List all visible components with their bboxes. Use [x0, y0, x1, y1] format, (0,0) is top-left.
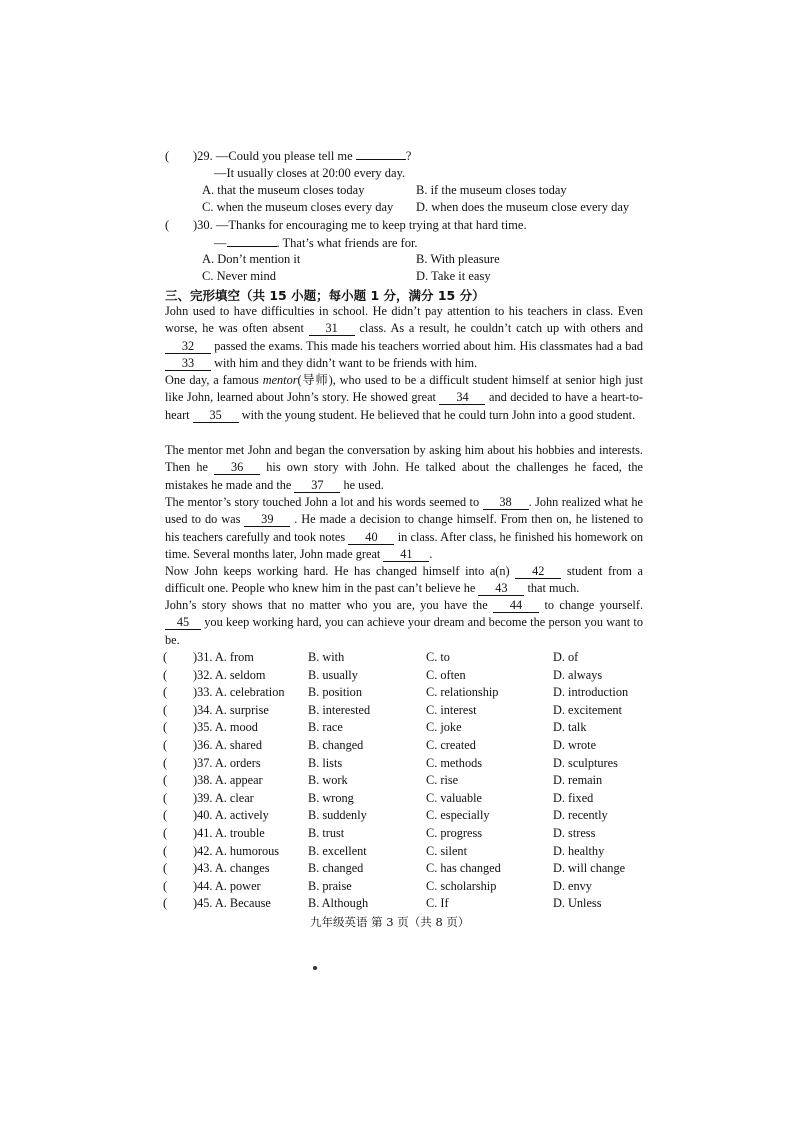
option-b: B. work — [308, 773, 348, 788]
option-b: B. excellent — [308, 843, 367, 858]
option-c: C. If — [426, 896, 449, 911]
option-row — [163, 720, 643, 738]
option-b: B. race — [308, 720, 343, 735]
question-stem: )29. —Could you please tell me — [193, 149, 353, 163]
option-a: )34. A. surprise — [193, 702, 269, 717]
option-a: )38. A. appear — [193, 773, 263, 788]
option-row — [163, 738, 643, 756]
option-a: )36. A. shared — [193, 738, 262, 752]
passage-paragraph-3: The mentor met John and began the conversation by asking him about his hobbies and interests. Then he 36 his own story with John. He talked about the challenges he faced, the mistakes he made and the 37 he used. — [165, 443, 644, 492]
option-c: C. has changed — [426, 861, 501, 876]
option-a: )41. A. trouble — [193, 826, 265, 840]
section-title: 三、完形填空（共 15 小题；每小题 1 分，满分 15 分） — [165, 288, 485, 303]
option-b: B. wrong — [308, 790, 354, 805]
option-c: C. valuable — [426, 790, 483, 805]
option-a: )33. A. celebration — [193, 685, 285, 700]
option-b: B. With pleasure — [416, 252, 500, 266]
passage-paragraph-1: John used to have difficulties in school. He didn’t pay attention to his teachers in class. Even worse, he was often absent 31 class. As a result, he couldn’t catch up with others and 32 passed the exams. This made his teachers worried about him. His classmates had a bad 33 with him and they didn’t want to be friends with him. — [165, 304, 644, 370]
option-b: B. Although — [308, 896, 369, 911]
option-a: )35. A. mood — [193, 720, 258, 735]
answer-paren: ( — [163, 650, 168, 664]
option-row — [163, 668, 643, 686]
option-a: A. that the museum closes today — [202, 183, 365, 197]
option-c: C. often — [426, 667, 466, 682]
answer-paren: ( — [163, 667, 168, 682]
option-d: D. healthy — [553, 843, 605, 858]
blank-43: 43 — [478, 582, 524, 596]
option-c: C. created — [426, 738, 476, 752]
passage-paragraph-2: One day, a famous mentor(导师), who used to be a difficult student himself at senior high just like John, learned about John’s story. He showed great 34 and decided to have a heart-to-heart 35 with the young student. He believed that he could turn John into a good student. — [165, 373, 644, 422]
answer-paren: ( — [163, 896, 168, 911]
option-d: D. will change — [553, 861, 626, 876]
answer-paren: ( — [163, 878, 168, 893]
option-d: D. of — [553, 650, 579, 664]
option-row — [163, 861, 643, 879]
answer-paren: ( — [163, 843, 168, 858]
dialogue-reply: — . That’s what friends are for. — [214, 236, 418, 250]
option-b: B. with — [308, 650, 345, 664]
passage-paragraph-4: The mentor’s story touched John a lot and his words seemed to 38 . John realized what he used to do was 39 . He made a decision to change himself. From then on, he listened to his teachers carefully and took notes 40 in class. After class, he finished his homework on time. Several months later, John made great 41 . — [165, 495, 644, 561]
blank-40: 40 — [348, 531, 394, 545]
option-row — [163, 773, 643, 791]
option-c: C. interest — [426, 702, 477, 717]
option-d: D. Unless — [553, 896, 602, 911]
answer-paren: ( — [163, 826, 168, 840]
option-a: A. Don’t mention it — [202, 252, 301, 266]
answer-paren: ( — [163, 808, 168, 823]
option-row — [163, 808, 643, 826]
question-stem: )30. —Thanks for encouraging me to keep trying at that hard time. — [193, 218, 527, 232]
option-a: )39. A. clear — [193, 790, 254, 805]
answer-paren: ( — [163, 702, 168, 717]
dialogue-reply: —It usually closes at 20:00 every day. — [214, 166, 406, 180]
blank-45: 45 — [165, 616, 201, 630]
option-d: D. always — [553, 667, 603, 682]
option-a: )42. A. humorous — [193, 843, 280, 858]
option-b: B. usually — [308, 667, 358, 682]
option-a: )44. A. power — [193, 878, 261, 893]
option-c: C. methods — [426, 755, 483, 770]
blank-44: 44 — [493, 599, 539, 613]
option-row — [163, 756, 643, 774]
blank-42: 42 — [515, 565, 561, 579]
option-b: B. praise — [308, 878, 352, 893]
option-row — [163, 703, 643, 721]
option-row — [163, 826, 643, 844]
option-c: C. when the museum closes every day — [202, 200, 394, 214]
italic-term: mentor — [262, 373, 298, 387]
option-c: C. especially — [426, 808, 490, 823]
option-c: C. Never mind — [202, 269, 276, 283]
blank-38: 38 — [483, 496, 529, 510]
option-c: C. silent — [426, 843, 467, 858]
option-a: )32. A. seldom — [193, 667, 266, 682]
blank-34: 34 — [439, 391, 485, 405]
option-b: B. lists — [308, 755, 343, 770]
option-b: B. trust — [308, 826, 345, 840]
option-c: C. to — [426, 650, 450, 664]
option-d: D. when does the museum close every day — [416, 200, 630, 214]
blank-32: 32 — [165, 340, 211, 354]
option-row — [163, 791, 643, 809]
answer-blank — [227, 246, 277, 247]
option-a: )43. A. changes — [193, 861, 270, 876]
passage-paragraph-6: John’s story shows that no matter who you are, you have the 44 to change yourself. 45 you keep working hard, you can achieve your dream and become the person you want to be. — [165, 598, 644, 647]
option-row — [163, 879, 643, 897]
option-c: C. rise — [426, 773, 459, 788]
option-d: D. excitement — [553, 702, 622, 717]
option-row — [163, 896, 643, 914]
option-row — [163, 685, 643, 703]
blank-35: 35 — [193, 409, 239, 423]
option-d: D. remain — [553, 773, 603, 788]
option-d: D. Take it easy — [416, 269, 491, 283]
answer-paren: ( — [163, 720, 168, 735]
passage-paragraph-5: Now John keeps working hard. He has changed himself into a(n) 42 student from a difficult one. People who knew him in the past can’t believe he 43 that much. — [165, 564, 643, 596]
answer-paren: ( — [163, 790, 168, 805]
option-row — [163, 844, 643, 862]
question-mark: ? — [405, 149, 412, 163]
answer-paren: ( — [163, 861, 168, 876]
option-d: D. envy — [553, 878, 592, 893]
option-a: )45. A. Because — [193, 896, 271, 911]
option-d: D. stress — [553, 826, 596, 840]
answer-paren: ( — [165, 218, 170, 232]
option-c: C. progress — [426, 826, 483, 840]
option-b: B. if the museum closes today — [416, 183, 567, 197]
answer-paren: ( — [163, 755, 168, 770]
blank-41: 41 — [383, 548, 429, 562]
option-c: C. joke — [426, 720, 462, 735]
answer-paren: ( — [165, 149, 170, 163]
option-c: C. scholarship — [426, 878, 497, 893]
blank-33: 33 — [165, 357, 211, 371]
option-d: D. talk — [553, 720, 587, 735]
scan-mark — [313, 966, 317, 970]
option-b: B. interested — [308, 702, 371, 717]
option-b: B. suddenly — [308, 808, 367, 823]
option-row — [163, 650, 643, 668]
option-d: D. recently — [553, 808, 608, 823]
option-a: )31. A. from — [193, 650, 254, 664]
option-a: )40. A. actively — [193, 808, 269, 823]
answer-paren: ( — [163, 738, 168, 752]
answer-blank — [356, 159, 406, 160]
blank-39: 39 — [244, 513, 290, 527]
page-footer: 九年级英语 第 3 页（共 8 页） — [310, 915, 470, 929]
blank-37: 37 — [294, 479, 340, 493]
option-d: D. sculptures — [553, 755, 618, 770]
option-c: C. relationship — [426, 685, 499, 700]
option-a: )37. A. orders — [193, 755, 261, 770]
blank-31: 31 — [309, 322, 355, 336]
option-d: D. fixed — [553, 790, 594, 805]
option-b: B. changed — [308, 861, 364, 876]
blank-36: 36 — [214, 461, 260, 475]
option-b: B. changed — [308, 738, 364, 752]
answer-paren: ( — [163, 773, 168, 788]
option-b: B. position — [308, 685, 362, 700]
option-d: D. wrote — [553, 738, 597, 752]
option-d: D. introduction — [553, 685, 629, 700]
answer-paren: ( — [163, 685, 168, 700]
